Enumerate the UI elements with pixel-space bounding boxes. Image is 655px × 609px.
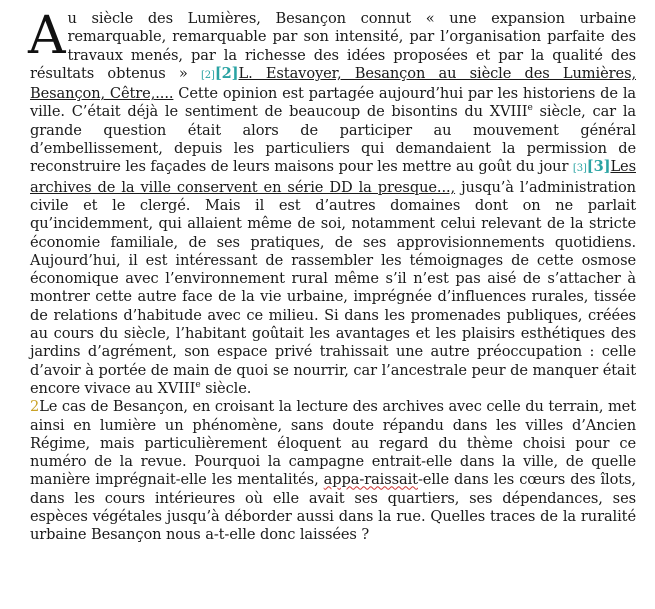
text-segment: siècle, car la grande question était alors de participer au mouvement général d’embellissement, depuis les particuliers qui demandaient la permission de reconstruire les façades de leurs maisons pour les mettre au goût du jour — [30, 103, 636, 176]
footnote-reference-3[interactable]: Les archives de la ville conservent en série DD la presque..., — [30, 158, 636, 196]
document-body — [28, 6, 636, 545]
footnote-reference-2[interactable]: L. Estavoyer, Besançon au siècle des Lumières, Besançon, Cêtre,.... — [30, 64, 636, 103]
text-segment: jusqu’à l’administration civile et le clergé. Mais il est d’autres domaines dont on ne parlait qu’incidemment, qui allaient même de soi, notamment celui relevant de la stricte économie familiale, de ses pratiques, de ses approvisionnements quotidiens. Aujourd’hui, il est intéressant de rassembler les témoignages de cette osmose économique avec l’environnement rural même s’il n’est pas aisé de s’attacher à montrer cette autre face de la vie urbaine, imprégnée d’influences rurales, tissée de relations d’habitude avec ce milieu. Si dans les promenades publiques, créées au cours du siècle, l’habitant goûtait les avantages et les plaisirs esthétiques des jardins d’agrément, son espace privé trahissait une autre préoccupation : celle d’avoir à portée de main de quoi se nourrir, car l’ancestrale peur de manquer était encore vivace au XVIII — [30, 178, 636, 397]
paragraph-number: 2 — [30, 398, 40, 416]
footnote-number-3[interactable]: [3] — [586, 158, 611, 176]
drop-cap: A — [28, 6, 66, 66]
footnote-number-2[interactable]: [2] — [214, 64, 239, 82]
text-segment: Le cas de Besançon, en croisant la lecture des archives avec celle du terrain, met ainsi en lumière un phénomène, sans doute répandu dans les villes d’Ancien Régime, mais particulièrement éloquent au regard du thème choisi pour ce numéro de la revue. Pourquoi la campagne entrait-elle dans la ville, de quelle manière imprégnait-elle les mentalités, — [30, 398, 636, 489]
paragraph-2 — [30, 398, 636, 544]
text-segment: u siècle des Lumières, Besançon connut « une expansion urbaine remarquable, remarquable par son intensité, par l’organisation parfaite des travaux menés, par la richesse des idées proposées et par la qualité des résultats obtenus » — [30, 10, 636, 82]
superscript: e — [195, 380, 201, 391]
superscript: e — [527, 103, 533, 114]
spellcheck-underline: appa-raissait — [323, 471, 418, 489]
text-segment: siècle. — [200, 379, 252, 397]
footnote-link-2[interactable]: [2] — [200, 69, 215, 81]
text-segment: -elle dans les cœurs des îlots, dans les cours intérieures où elle avait ses quartiers, ses dépendances, ses espèces végétales jusqu’à déborder aussi dans la rue. Quelles traces de la ruralité urbaine Besançon nous a-t-elle donc laissées ? — [30, 471, 636, 544]
text-segment: Cette opinion est partagée aujourd’hui par les historiens de la ville. C’était déjà le sentiment de beaucoup de bisontins du XVIII — [30, 85, 636, 121]
footnote-link-3[interactable]: [3] — [572, 163, 587, 175]
paragraph-1 — [28, 6, 636, 398]
